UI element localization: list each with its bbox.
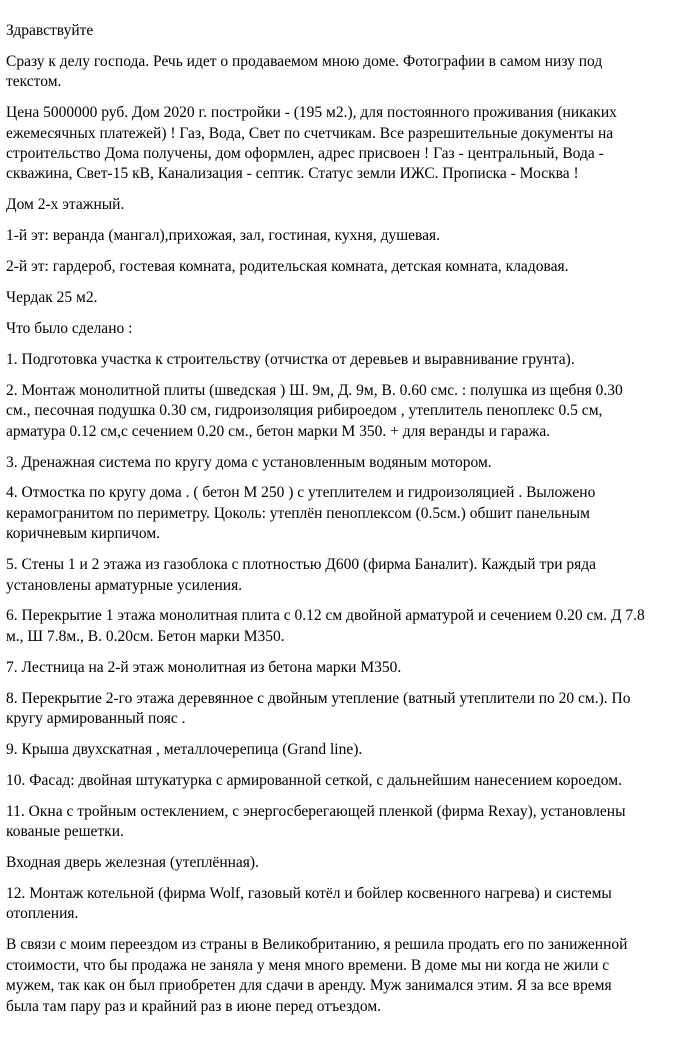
intro-paragraph: Сразу к делу господа. Речь идет о продаваемом мною доме. Фотографии в самом низу под текстом. (6, 52, 603, 91)
work-item-3: 3. Дренажная система по кругу дома с установленным водяным мотором. (6, 453, 492, 471)
attic-area: Чердак 25 м2. (6, 289, 98, 307)
greeting: Здравствуйте (6, 22, 94, 39)
document-body (6, 21, 646, 1027)
work-item-7: 7. Лестница на 2-й этаж монолитная из бетона марки М350. (6, 658, 402, 676)
work-item-9: 9. Крыша двухскатная , металлочерепица (Grand line). (6, 740, 363, 758)
works-heading: Что было сделано : (6, 319, 133, 337)
work-item-10: 10. Фасад: двойная штукатурка с армированной сеткой, с дальнейшим нанесением короедом. (6, 771, 622, 789)
work-item-1: 1. Подготовка участка к строительству (отчистка от деревьев и выравнивание грунта). (6, 350, 575, 368)
first-floor-rooms: 1-й эт: веранда (мангал),прихожая, зал, гостиная, кухня, душевая. (6, 227, 441, 245)
work-item-2: 2. Монтаж монолитной плиты (шведская ) Ш. 9м, Д. 9м, В. 0.60 смс. : полушка из щебня 0.30 см., песочная подушка 0.30 см, гидроизоляция рибироедом , утеплитель пеноплекс 0.5 см, арматура 0.12 см,с сечением 0.20 см., бетон марки М 350. + для веранды и гаража. (6, 381, 623, 440)
second-floor-rooms: 2-й эт: гардероб, гостевая комната, родительская комната, детская комната, кладовая. (6, 258, 569, 276)
work-item-11: 11. Окна с тройным остеклением, с энергосберегающей пленкой (фирма Rexay), установлены кованые решетки. (6, 802, 626, 841)
work-item-6: 6. Перекрытие 1 этажа монолитная плита с 0.12 см двойной арматурой и сечением 0.20 см. Д 7.8 м., Ш 7.8м., В. 0.20см. Бетон марки М350. (6, 607, 645, 645)
work-item-12: 12. Монтаж котельной (фирма Wolf, газовый котёл и бойлер косвенного нагрева) и системы отопления. (6, 885, 612, 923)
work-item-8: 8. Перекрытие 2-го этажа деревянное с двойным утепление (ватный утеплители по 20 см.). По кругу армированный пояс . (6, 689, 631, 728)
work-item-5: 5. Стены 1 и 2 этажа из газоблока с плотностью Д600 (фирма Баналит). Каждый три ряда установлены арматурные усиления. (6, 556, 597, 594)
floors-count: Дом 2-х этажный. (6, 196, 125, 214)
price-paragraph: Цена 5000000 руб. Дом 2020 г. постройки - (195 м2.), для постоянного проживания (никаких ежемесячных платежей) ! Газ, Вода, Свет по счетчикам. Все разрешительные документы на строительство Дома получены, дом оформлен, адрес присвоен ! Газ - центральный, Вода - скважина, Свет-15 кВ, Канализация - септик. Статус земли ИЖС. Прописка - Москва ! (6, 104, 617, 183)
closing-paragraph: В связи с моим переездом из страны в Великобританию, я решила продать его по заниженной стоимости, что бы продажа не заняла у меня много времени. В доме мы ни когда не жили с мужем, так как он был приобретен для сдачи в аренду. Муж занимался этим. Я за все время была там пару раз и крайний раз в июне перед отъездом. (6, 936, 628, 1015)
entrance-door-note: Входная дверь железная (утеплённая). (6, 854, 259, 872)
work-item-4: 4. Отмостка по кругу дома . ( бетон М 250 ) с утеплителем и гидроизоляцией . Выложено керамогранитом по периметру. Цоколь: утеплён пеноплексом (0.5см.) обшит панельным коричневым кирпичом. (6, 484, 596, 543)
